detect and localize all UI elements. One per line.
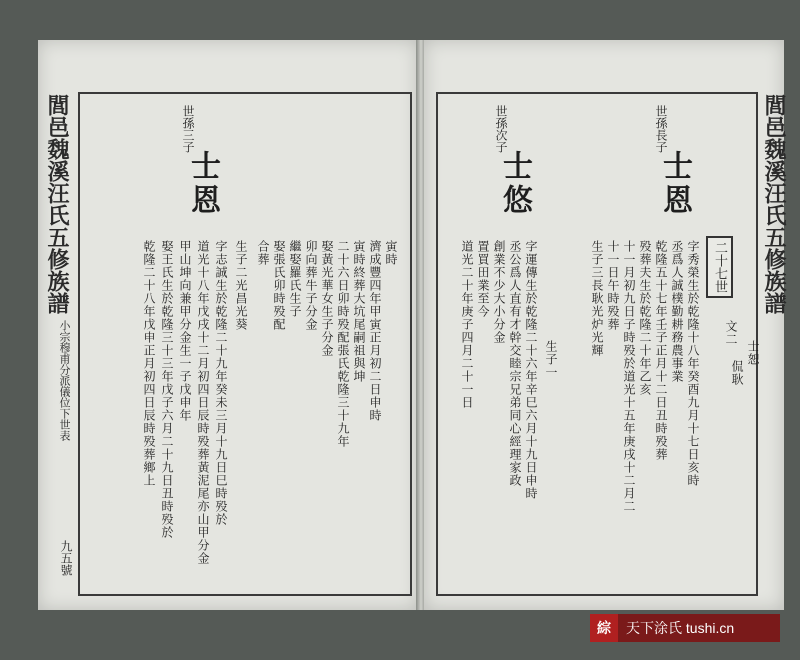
- right-generation-label-2: 世孫次子: [494, 105, 508, 153]
- left-record-col: 合葬: [256, 240, 270, 266]
- left-generation-label: 世孫三子: [181, 105, 195, 153]
- right-record-col: 生子一: [544, 340, 558, 379]
- right-generation-label: 世孫長子: [654, 105, 668, 153]
- right-record-col: 文二: [724, 320, 738, 346]
- right-person-name-2: 士悠: [497, 150, 532, 218]
- left-record-col: 卯向葬牛子分金: [304, 240, 318, 331]
- left-record-col: 寅時終葬大坑尾嗣祖與坤: [352, 240, 366, 383]
- left-record-col: 娶張氏卯時殁配: [272, 240, 286, 331]
- right-record-col: 士恕: [746, 340, 760, 366]
- left-record-col: 繼娶羅氏生子: [288, 240, 302, 318]
- left-record-col: 濟成豐四年甲寅正月初二日申時: [368, 240, 382, 422]
- left-spine-subtitle: 小宗穆甫分派儀位下世表: [58, 320, 71, 441]
- left-record-col: 甲山坤向兼甲分金生一子戊申年: [178, 240, 192, 422]
- right-record-col: 丞爲人誠樸勤耕務農事業: [670, 240, 684, 383]
- left-record-col: 娶王氏生於乾隆三十三年戊子六月二十九日丑時殁於: [160, 240, 174, 539]
- left-record-col: 寅時: [384, 240, 398, 266]
- watermark-banner: [590, 614, 780, 642]
- right-record-col: 侃耿: [730, 360, 744, 386]
- right-record-col: 置買田業至今: [476, 240, 490, 318]
- right-record-col: 生子三長耿光炉光輝: [590, 240, 604, 357]
- left-record-col: 娶黃光華女生子分金: [320, 240, 334, 357]
- right-record-col: 字運傳生於乾隆二十六年辛巳六月十九日申時: [524, 240, 538, 500]
- left-page-number: 九五號: [59, 540, 73, 576]
- right-person-name: 士恩: [657, 150, 692, 218]
- right-record-col: 殁葬夫生於乾隆二十年乙亥: [638, 240, 652, 396]
- generation-box: 二十七世: [706, 236, 733, 298]
- right-record-col: 十一日午時殁葬: [606, 240, 620, 331]
- left-record-col: 生子二光昌光葵: [234, 240, 248, 331]
- left-record-col: 道光十八年戊戌十二月初四日辰時殁葬黃泥尾亦山甲分金: [196, 240, 210, 565]
- right-record-col: 道光二十年庚子四月二十一日: [460, 240, 474, 409]
- left-record-col: 乾隆二十八年戊申正月初四日辰時殁葬鄉上: [142, 240, 156, 487]
- right-record-col: 丞公爲人直有才幹交睦宗兄弟同心經理家政: [508, 240, 522, 487]
- left-record-col: 字志誠生於乾隆二十九年癸未三月十九日巳時殁於: [214, 240, 228, 526]
- watermark-text: 天下涂氏 tushi.cn: [626, 620, 735, 636]
- right-page: [424, 40, 787, 610]
- right-record-col: 字秀榮生於乾隆十八年癸酉九月十七日亥時: [686, 240, 700, 487]
- right-record-col: 創業不少大小分金: [492, 240, 506, 344]
- right-record-col: 乾隆五十七年壬子正月十二日丑時殁葬: [654, 240, 668, 461]
- left-record-col: 二十六日卯時殁配張氏乾隆三十九年: [336, 240, 350, 448]
- left-spine-title: 閭邑魏溪汪氏五修族譜: [44, 94, 70, 314]
- right-record-col: 十一月初九日子時殁於道光十五年庚戌十二月二: [622, 240, 636, 513]
- left-person-name: 士恩: [185, 150, 220, 218]
- right-spine-title: 閭邑魏溪汪氏五修族譜: [761, 94, 787, 314]
- watermark-logo-icon: 綜: [590, 614, 618, 642]
- left-page: [38, 40, 418, 610]
